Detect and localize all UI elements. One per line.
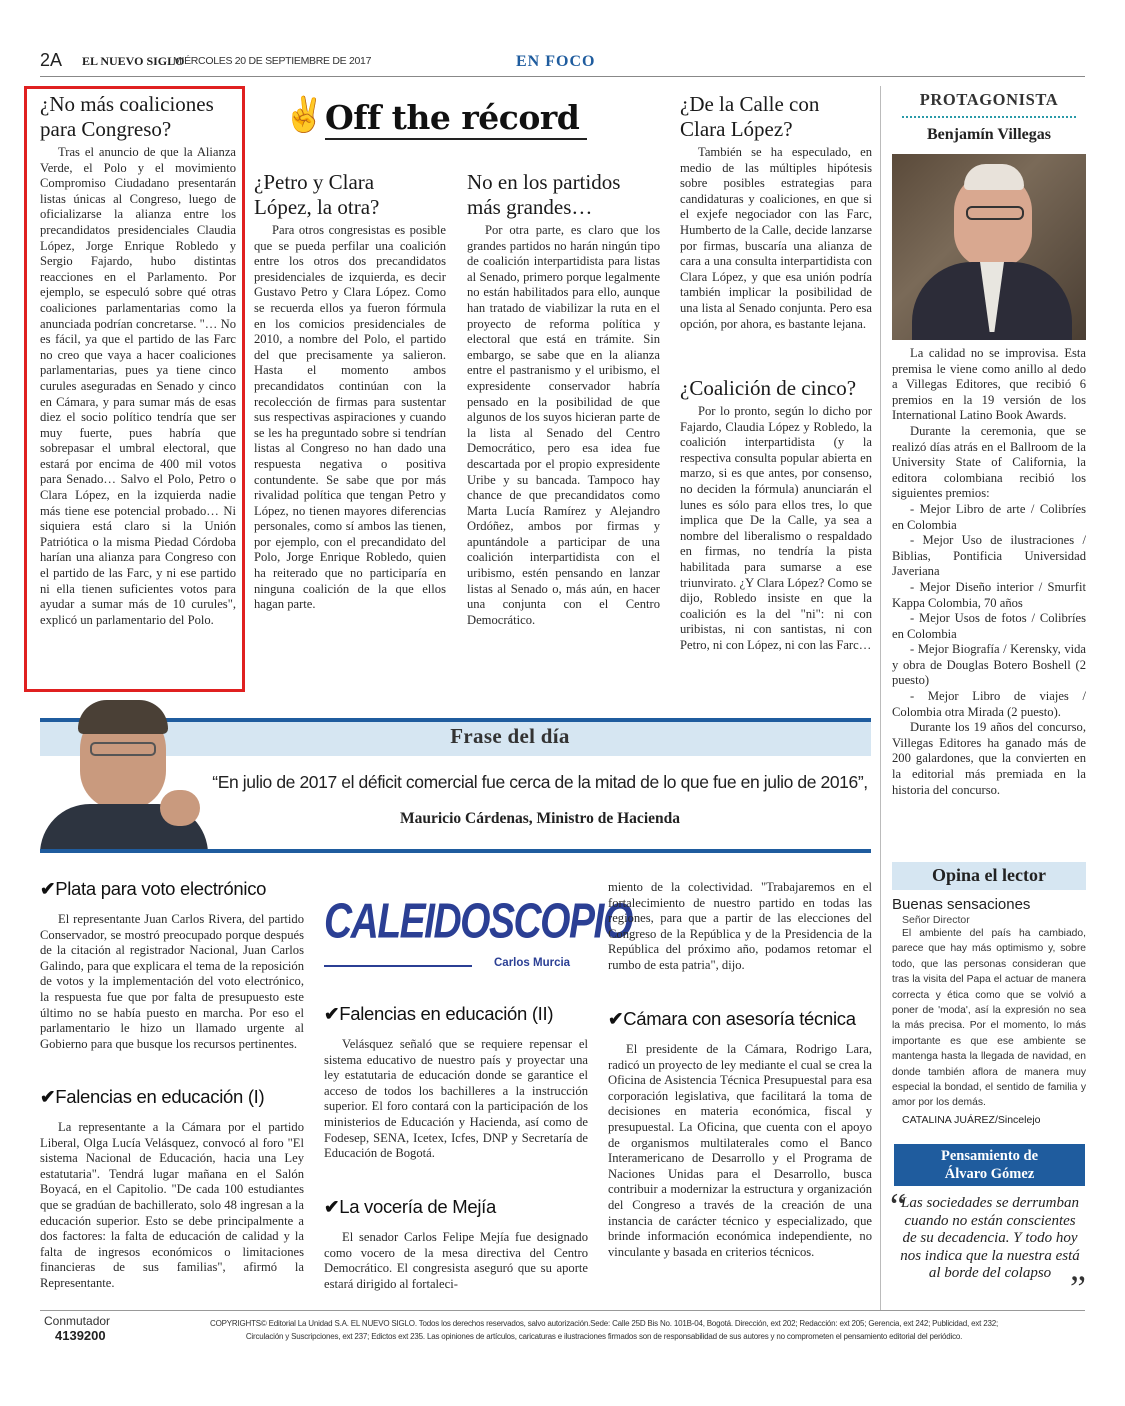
coaliciones-body: Tras el anuncio de que la Alianza Verde, el Polo y el movimiento Compromiso Ciudadano presentarán listas únicas al Congreso, luego de oficializarse la alianza entre los precandidatos presidenciales Claudia López, Jorge Enrique Robledo y Sergio Fajardo, hubo distintas reacciones en el Parlamento. Por ejemplo, se especuló sobre qué otras coaliciones parlamentarias como la anunciada podrían concretarse. "… No es fácil, ya que el partido de las Farc no creo que vaya a hacer coaliciones parlamentarias, pues ya tiene cinco curules aseguradas en Senado y cinco en Cámara, y para sumar más de esas diez el socio político tendría que ser muy fuerte, pues habría que sobrepasar el umbral electoral, que estará por encima de 400 mil votos para Senado… Salvo el Polo, Petro o Clara López, en la izquierda nadie más tiene ese potencial probado… Ni siquiera está claro si la Unión Patriótica o la misma Piedad Córdoba harían una alianza para Congreso con el partido de las Farc, y ni ese partido ni ella tienen suficientes votos para ayudar a sumar más de 10 curules", explicó un parlamentario del Polo. xyxy=(40,145,236,627)
header-date: MIÉRCOLES 20 DE SEPTIEMBRE DE 2017 xyxy=(173,55,372,67)
frase-author: Mauricio Cárdenas, Ministro de Hacienda xyxy=(400,810,680,827)
protagonista-label: PROTAGONISTA xyxy=(919,90,1059,109)
continuation-text xyxy=(608,880,872,974)
frase-quote: “En julio de 2017 el déficit comercial fue cerca de la mitad de lo que fue en julio de 2016”, xyxy=(212,772,868,792)
protagonista-panel xyxy=(892,90,1086,798)
camara-title: Cámara con asesoría técnica xyxy=(623,1008,856,1029)
check-icon: ✔ xyxy=(608,1008,624,1029)
header-rule xyxy=(40,76,1085,77)
opina-signature: CATALINA JUÁREZ/Sincelejo xyxy=(902,1113,1041,1126)
protagonista-p1: La calidad no se improvisa. Esta premisa le viene como anillo al dedo a Villegas Editores, que recibió 6 premios en la 19 versión de los International Latino Book Awards. xyxy=(892,346,1086,423)
coaliciones-title-2: para Congreso? xyxy=(40,117,172,141)
vocera-title: La vocería de Mejía xyxy=(339,1196,496,1217)
pensamiento-label-2: Álvaro Gómez xyxy=(944,1166,1035,1182)
partidos-article xyxy=(467,170,660,628)
pensamiento-label-1: Pensamiento de xyxy=(940,1148,1039,1164)
partidos-body: Por otra parte, es claro que los grandes partidos no harán ningún tipo de coalición interpartidista para listas al Senado, primero porque legalmente no están habilitados para ello, aunque han tratado de viabilizar la ruta en el proyecto de reforma política y electoral que está en trámite. Sin embargo, se sabe que en la alianza entre el pastranismo y el uribismo, el expresidente conservador habría pensado en la posibilidad de que algunos de los suyos hicieran parte de la lista al Senado del Centro Democrático, pero esa idea fue descartada por el propio expresidente Uribe y su bancada. Tampoco hay chance de que precandidatos como Marta Lucía Ramírez y Alejandro Ordóñez, ambos por firmas y apuntándole a participar de una coalición interpartidista con el uribismo, estén pensando en lanzar listas al Senado o, más aún, en hacer una conjunta con el Centro Democrático. xyxy=(467,223,660,627)
protagonista-photo xyxy=(892,154,1086,340)
coaliciones-title-1: ¿No más coaliciones xyxy=(40,92,214,116)
award-item: - Mejor Biografía / Kerensky, vida y obra de Douglas Botero Boshell (2 puesto) xyxy=(892,642,1086,688)
petro-article xyxy=(254,170,446,613)
opina-label: Opina el lector xyxy=(892,862,1086,890)
check-icon: ✔ xyxy=(40,878,56,899)
award-item: - Mejor Usos de fotos / Colibríes en Colombia xyxy=(892,611,1086,641)
right-column-divider xyxy=(880,86,881,1310)
caleidoscopio-title: CALEIDOSCOPIO xyxy=(324,895,632,949)
vocera-body: El senador Carlos Felipe Mejía fue designado como vocero de la mesa directiva del Centro Democrático. El congresista aseguró que su aporte estará dirigido al fortaleci- xyxy=(324,1230,588,1291)
frase-bottom-rule xyxy=(40,849,871,853)
award-item: - Mejor Libro de arte / Colibríes en Colombia xyxy=(892,501,1086,532)
protagonista-name: Benjamín Villegas xyxy=(926,126,1051,143)
award-item: - Mejor Libro de viajes / Colombia otra Mirada (2 puesto). xyxy=(892,689,1086,719)
delacalle-body: También se ha especulado, en medio de las múltiples hipótesis sobre posibles estrategias para candidaturas y coaliciones, en que si el exjefe negociador con las Farc, Humberto de la Calle, decide lanzarse por firmas, buscaría una alianza de cara a una consulta interpartidista con Clara López, y que esa unión podría también implicar la posibilidad de una lista al Senado conjunta. Pero esa opción, por ahora, es bastante lejana. xyxy=(680,145,872,331)
falencias2-article xyxy=(324,1003,588,1162)
frase-photo xyxy=(40,698,208,850)
protagonista-p3: Durante los 19 años del concurso, Villegas Editores ha ganado más de 200 galardones, que la convierten en la editorial más premiada en la historia del concurso. xyxy=(892,720,1086,797)
plata-article xyxy=(40,878,304,1052)
camara-body: El presidente de la Cámara, Rodrigo Lara, radicó un proyecto de ley mediante el cual se crea la Oficina de Asistencia Técnica Presupuestal para esa corporación legislativa, que facilitará la toma de decisiones en materia económica, fiscal y presupuestal. La Oficina, que cuenta con el apoyo de organismos multilaterales como el Banco Interamericano de Desarrollo y el Programa de Naciones Unidas para el Desarrollo, busca contribuir a modernizar la estructura y organización del Congreso a través de la creación de una instancia de carácter técnico y especializado, que brinde información económica independiente, no vinculante y basada en criterios técnicos. xyxy=(608,1042,872,1259)
copyright-line-2: Circulación y Suscripciones, ext 237; Edictos ext 235. Las opiniones de artículos, caricaturas e ilustraciones firmados son de responsabilidad de sus autores y no comprometen el pensamiento editorial del periódico. xyxy=(245,1332,963,1341)
copyright-line-1: COPYRIGHTS© Editorial La Unidad S.A. EL NUEVO SIGLO. Todos los derechos reservados, salvo autorización.Sede: Calle 25D Bis No. 101B-04, Bogotá. Dirección, ext 202; Redacción: ext 205; Gerencia, ext 242; Publicidad, ext 232; xyxy=(210,1319,998,1328)
partidos-title-1: No en los partidos xyxy=(467,170,621,194)
delacalle-title-1: ¿De la Calle con xyxy=(680,92,820,116)
conmutador-label: Conmutador xyxy=(44,1314,111,1328)
pensamiento-quote: Las sociedades se derrumban cuando no están conscientes de su decadencia. Y todo hoy nos indica que la nuestra está al borde del colapso xyxy=(900,1195,1080,1281)
frase-title: Frase del día xyxy=(450,724,570,748)
check-icon: ✔ xyxy=(40,1086,56,1107)
falencias1-title: Falencias en educación (I) xyxy=(55,1086,265,1107)
offrecord-header xyxy=(283,96,593,144)
open-quote-icon: “ xyxy=(890,1186,906,1226)
cinco-article xyxy=(680,376,872,654)
offrecord-title: Off the récord xyxy=(325,98,580,137)
cinco-body: Por lo pronto, según lo dicho por Fajardo, Claudia López y Robledo, la coalición interpartidista (y la respectiva consulta popular abierta en marzo, si es que antes, por consenso, no deciden la fórmula) anunciarán el lunes es sólo para ellos tres, lo que implica que De la Calle, ya sea a nombre del liberalismo o respaldado en firmas, no tendría la pista habilitada para sumarse a ese triunvirato. ¿Y Clara López? Como se dijo, Robledo insiste en que la coalición es la del "ni": ni con uribistas, ni con santistas, ni con Petro, ni con López, ni con las Farc… xyxy=(680,404,872,652)
caleidoscopio-header xyxy=(324,895,632,979)
falencias2-title: Falencias en educación (II) xyxy=(339,1003,554,1024)
page-header xyxy=(40,50,1085,78)
close-quote-icon: ” xyxy=(1070,1268,1086,1308)
opina-salutation: Señor Director xyxy=(902,914,970,926)
camara-article xyxy=(608,1008,872,1260)
protagonista-p2: Durante la ceremonia, que se realizó días atrás en el Ballroom de la University State of California, la editora colombiana recibió los siguientes premios: xyxy=(892,423,1086,501)
falencias1-body: La representante a la Cámara por el partido Liberal, Olga Lucía Velásquez, convocó al foro "El sistema Nacional de Educación, hacia una Ley estatutaria". Tendrá lugar mañana en el Salón Boyacá, en el Capitolio. "De cada 100 estudiantes que se gradúan de bachillerato, solo 48 ingresan a la educación superior. Esto se debe principalmente a dos factores: la falta de educación de calidad y la falta de ingresos económicos o limitaciones financieras de sus familias", afirmó la Representante. xyxy=(40,1120,304,1290)
petro-body: Para otros congresistas es posible que se pueda perfilar una coalición entre los otros dos precandidatos presidenciales de izquierda, es decir Gustavo Petro y Clara López. Como se recuerda ellos ya fueron fórmula en los comicios presidenciales de 2010, a nombre del Polo, el partido del que precisamente ya salieron. Hasta el momento ambos precandidatos continúan con la recolección de firmas para sustentar sus respectivas aspiraciones y cuando se les ha preguntado sobre si tendrían listas al Congreso no han dado una respuesta negativa o positiva contundente. Se sabe que por más rivalidad política que tengan Petro y López, no tienen mayores diferencias personales, como sí ambos las tienen, por ejemplo, con el precandidato del Polo, Jorge Enrique Robledo, quien ha reiterado que no participaría en ninguna coalición de la que ellos hagan parte. xyxy=(254,223,446,612)
falencias1-article xyxy=(40,1086,304,1292)
newspaper-name: EL NUEVO SIGLO xyxy=(82,54,185,68)
plata-body: El representante Juan Carlos Rivera, del partido Conservador, se mostró preocupado porque después de la citación al registrador Nacional, Juan Carlos Galindo, para que explicara el tema de la reposición de votos y la implementación del voto electrónico, la respuesta fue que por falta de presupuesto este último no se había puesto en marcha. Por eso el parlamentario le hizo un llamado urgente al Gobierno para que busque los recursos pertinentes. xyxy=(40,912,304,1051)
footer-rule xyxy=(40,1310,1085,1311)
cont-body: miento de la colectividad. "Trabajaremos en el fortalecimiento de nuestro partido en todas las regiones, para que a partir de las elecciones del Congreso de la República y de la Presidencia de la República del próximo año, podamos retomar el rumbo de esta patria", dijo. xyxy=(608,880,872,972)
falencias2-body: Velásquez señaló que se requiere repensar el sistema educativo de nuestro país y proyectar una ley estatutaria de educación donde se garantice el acceso de todos los bachilleres a la instrucción superior. El foro contará con la participación de los ministerios de Educación y Hacienda, así como de Fodesep, SENA, Icetex, Icfes, DNP y Secretaría de Educación de Bogotá. xyxy=(324,1037,588,1161)
page-number: 2A xyxy=(40,50,63,70)
opina-panel xyxy=(892,862,1086,1126)
victory-hand-icon: ✌ xyxy=(283,97,326,134)
cinco-title: ¿Coalición de cinco? xyxy=(680,376,857,400)
petro-title-1: ¿Petro y Clara xyxy=(254,170,375,194)
caleidoscopio-author: Carlos Murcia xyxy=(494,957,571,969)
delacalle-article xyxy=(680,92,872,332)
plata-title: Plata para voto electrónico xyxy=(55,878,267,899)
petro-title-2: López, la otra? xyxy=(254,195,380,219)
partidos-title-2: más grandes… xyxy=(467,195,593,219)
opina-body: El ambiente del país ha cambiado, parece que hay más optimismo y, sobre todo, que las personas consideran que tras la visita del Papa el actuar de manera correcta y ética como que se volvió a poner de 'moda', así la expresión no sea la más precisa. Por el momento, lo más importante es que ese ambiente se mantenga hasta la llegada de navidad, en donde también aflora de manera muy especial la bondad, el sentido de familia y amor por los demás. xyxy=(892,928,1086,1109)
delacalle-title-2: Clara López? xyxy=(680,117,793,141)
section-name: EN FOCO xyxy=(516,53,596,70)
check-icon: ✔ xyxy=(324,1003,340,1024)
pensamiento-label xyxy=(894,1144,1085,1186)
check-icon: ✔ xyxy=(324,1196,340,1217)
vocera-article xyxy=(324,1196,588,1292)
conmutador-number: 4139200 xyxy=(55,1328,106,1343)
award-item: - Mejor Uso de ilustraciones / Biblias, Pontificia Universidad Javeriana xyxy=(892,533,1086,579)
opina-title: Buenas sensaciones xyxy=(892,896,1031,913)
award-item: - Mejor Diseño interior / Smurfit Kappa Colombia, 70 años xyxy=(892,579,1086,610)
coaliciones-article xyxy=(40,92,236,628)
